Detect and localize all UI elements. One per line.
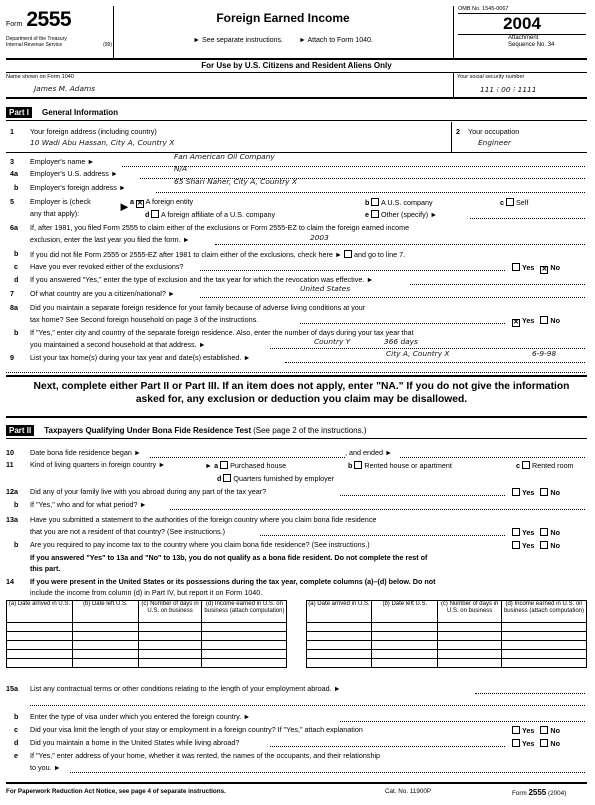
omb-number: OMB No. 1545-0067 bbox=[458, 6, 586, 14]
line6d-label: If you answered "Yes," enter the type of exclusion and the tax year for which the revocation was effective. ► bbox=[30, 275, 374, 284]
col-d-header: (d) Income earned in U.S. on business (attach computation) bbox=[202, 601, 287, 623]
line13a-label: Have you submitted a statement to the authorities of the foreign country where you claim bona fide residence bbox=[30, 515, 377, 524]
employer-name-field[interactable]: Fan American Oil Company bbox=[174, 152, 275, 161]
line10-label: Date bona fide residence began ► bbox=[30, 448, 142, 457]
check-mark-icon[interactable]: ✕ bbox=[513, 319, 519, 326]
line1-label: Your foreign address (including country) bbox=[30, 127, 157, 136]
col-d2-header: (d) Income earned in U.S. on business (attach computation) bbox=[501, 601, 586, 623]
irs-label: Internal Revenue Service bbox=[6, 41, 63, 48]
rented-house-option[interactable]: b Rented house or apartment bbox=[348, 461, 452, 470]
table-row[interactable] bbox=[7, 659, 587, 668]
table-row[interactable] bbox=[7, 650, 587, 659]
check-mark-icon[interactable]: ✕ bbox=[541, 266, 548, 273]
employer-us-company-option[interactable]: b A U.S. company bbox=[365, 198, 433, 207]
table-row[interactable] bbox=[7, 632, 587, 641]
second-residence-field[interactable]: Country Y bbox=[314, 337, 351, 346]
line15d-label: Did you maintain a home in the United States while living abroad? bbox=[30, 738, 240, 747]
line13a-yes-no[interactable]: Yes No bbox=[512, 528, 560, 537]
line8a-label: Did you maintain a separate foreign residence for your family because of adverse living conditions at your bbox=[30, 303, 366, 312]
part1-title: General Information bbox=[42, 108, 119, 117]
line15e-label-2: to you. ► bbox=[30, 763, 61, 772]
line7-label: Of what country are you a citizen/national? ► bbox=[30, 289, 175, 298]
employer-foreign-entity-option[interactable]: a ✕ A foreign entity bbox=[130, 197, 194, 207]
line13b-label: Are you required to pay income tax to the country where you claim bona fide residence? (See instructions.) bbox=[30, 540, 370, 549]
attachment-label: Attachment bbox=[508, 35, 539, 42]
line14-label: If you were present in the United States or its possessions during the tax year, complete columns (a)–(d) below. Do not bbox=[30, 577, 436, 586]
sequence-label: Sequence No. 34 bbox=[508, 42, 555, 49]
next-instructions-banner: Next, complete either Part II or Part III. If an item does not apply, enter "NA." If you do not give the information asked for, any exclusion or deduction you claim may be disallowed. bbox=[33, 381, 570, 405]
employer-other-option[interactable]: e Other (specify) ► bbox=[365, 210, 438, 219]
line6a-label-2: exclusion, enter the last year you filed the form. ► bbox=[30, 235, 190, 244]
line13-note: If you answered "Yes" to 13a and "No" to 13b, you do not qualify as a bona fide resident. Do not complete the rest of bbox=[30, 553, 428, 562]
line6b-row: If you did not file Form 2555 or 2555-EZ after 1981 to claim either of the exclusions, check here ► and go to line 7. bbox=[30, 250, 406, 259]
line8b-label: If "Yes," enter city and country of the separate foreign residence. Also, enter the number of days during your tax year that bbox=[30, 328, 414, 337]
ssn-part-3: 1111 bbox=[517, 85, 537, 94]
ssn-part-2: 00 bbox=[501, 85, 511, 94]
employer-self-option[interactable]: c Self bbox=[500, 198, 529, 207]
cat-number: Cat. No. 11900P bbox=[385, 788, 432, 795]
did-not-file-checkbox[interactable] bbox=[344, 250, 352, 258]
see-instructions: ► See separate instructions. bbox=[193, 36, 283, 44]
line8b-label-2: you maintained a second household at that address. ► bbox=[30, 340, 206, 349]
col-a2-header: (a) Date arrived in U.S. bbox=[306, 601, 372, 623]
line15b-label: Enter the type of visa under which you entered the foreign country. ► bbox=[30, 712, 251, 721]
employer-foreign-address-field[interactable]: 65 Shari Naher, City A, Country X bbox=[174, 177, 297, 186]
line13b-yes-no[interactable]: Yes No bbox=[512, 541, 560, 550]
line13a-label-2: that you are not a resident of that country? (See instructions.) bbox=[30, 527, 225, 536]
form-title-block bbox=[113, 12, 453, 45]
line15a-label: List any contractual terms or other conditions relating to the length of your employment abroad. ► bbox=[30, 684, 341, 693]
footer-form-id: Form 2555 (2004) bbox=[512, 788, 567, 797]
for-use-banner: For Use by U.S. Citizens and Resident Aliens Only bbox=[201, 61, 392, 70]
part2-label: Part II bbox=[6, 425, 34, 436]
form-page: Form 2555 Department of the Treasury Internal Revenue Service (99) Foreign Earned Income ► See separate instructions. ► Attach to Form 1040. OMB No. 1545-0067 2004 Attachment Sequence No. 34 For Use by U.S. Citizens and Resident Aliens Only Name shown on Form 1040 James M. Adams Your social security number 111 ⁝ 00 ⁝ 1111 Part I General Information 1 Your foreign address (including country) 10 Wadi Abu Hassan, City A, Country X 2 Your occupation Engineer 3 Employer's name ► Fan American Oil Company 4a Employer's U.S. address ► N/A b Employer's foreign address ► 65 Shari Naher, City A, Country X 5 Employer is (check any that apply): ► a ✕ A foreign entity b A U.S. company c Self d A foreign affiliate of a U.S. company e Other (specify) ► 6a If, after 1981, you filed Form 2555 to claim either of the exclusions or Form 2555-EZ to claim the foreign earned income exclusion, enter the last year you filed the form. ► 2003 b If you did not file Form 2555 or 2555-EZ after 1981 to claim either of the exclusions, check here ► and go to line 7. c Have you ever revoked either of the exclusions? Yes ✕ No d If you answered "Yes," enter the type of exclusion and the tax year for which the revocation was effective. ► 7 Of what country are you a citizen/national? ► United States 8a Did you maintain a separate foreign residence for your family because of adverse living conditions at your tax home? See Second foreign household on page 3 of the instructions. ✕ Yes No b If "Yes," enter city and country of the separate foreign residence. Also, enter the number of days during your tax year that you maintained a second household at that address. ► Country Y 366 days 9 List your tax home(s) during your tax year and date(s) established. ► City A, Country X 6-9-98 Next, complete either Part II or Part III. If an item does not apply, enter "NA." If you do not give the information asked for, any exclusion or deduction you claim may be disallowed. Part II Taxpayers Qualifying Under Bona Fide Residence Test (See page 2 of the instructions.) 10 Date bona fide residence began ► , and ended ► 11 Kind of living quarters in foreign country ► ► a Purchased house b Rented house or apartment c Rented room d Quarters furnished by employer 12a Did any of your family live with you abroad during any part of the tax year? Yes No b If "Yes," who and for what period? ► 13a Have you submitted a statement to the authorities of the foreign country where you claim bona fide residence that you are not a resident of that country? (See instructions.) Yes No b Are you required to pay income tax to the country where you claim bona fide residence? (See instructions.) Yes No If you answered "Yes" to 13a and "No" to 13b, you do not qualify as a bona fide resident. Do not complete the rest of this part. 14 If you were present in the United States or its possessions during the tax year, complete columns (a)–(d) below. Do not include the income from column (d) in Part IV, but report it on Form 1040. (a) Date arrived in U.S. (b) Date left U.S. (c) Number of days in U.S. on business (d) Income earned in U.S. on business (attach computation) (a) Date arrived in U.S. (b) Date left U.S. (c) Number of days in U.S. on business (d) Income earned in U.S. on business (attach computation) 15a List any contractual terms or other conditions relating to the length of your employment abroad. ► b Enter the type of visa under which you entered the foreign country. ► c Did your visa limit the length of your stay or employment in a foreign country? If "Yes," attach explanation Yes No d Did you maintain a home in the United States while living abroad? Yes No e If "Yes," enter address of your home, whether it was rented, the names of the occupants, and their relationship to you. ► For Paperwork Reduction Act Notice, see page 4 of separate instructions. Cat. No. 11900P Form 2555 (2004) bbox=[0, 0, 595, 805]
tax-home-date-field[interactable]: 6-9-98 bbox=[532, 349, 557, 358]
paperwork-notice: For Paperwork Reduction Act Notice, see page 4 of separate instructions. bbox=[6, 788, 226, 795]
col-c-header: (c) Number of days in U.S. on business bbox=[138, 601, 202, 623]
line13-note-2: this part. bbox=[30, 564, 61, 573]
line4a-label: Employer's U.S. address ► bbox=[30, 169, 118, 178]
table-row[interactable] bbox=[7, 641, 587, 650]
purchased-house-option[interactable]: ► a Purchased house bbox=[205, 461, 287, 470]
line12a-yes-no[interactable]: Yes No bbox=[512, 488, 560, 497]
name-field[interactable]: James M. Adams bbox=[34, 84, 96, 93]
line4b-label: Employer's foreign address ► bbox=[30, 183, 126, 192]
line6a-label: If, after 1981, you filed Form 2555 to claim either of the exclusions or Form 2555-EZ to claim the foreign earned income bbox=[30, 223, 410, 232]
line10-ended-label: , and ended ► bbox=[345, 448, 393, 457]
line12b-label: If "Yes," who and for what period? ► bbox=[30, 500, 147, 509]
line12a-label: Did any of your family live with you abroad during any part of the tax year? bbox=[30, 487, 267, 496]
tax-year: 2004 bbox=[458, 14, 586, 35]
line3-label: Employer's name ► bbox=[30, 157, 95, 166]
part2-header bbox=[6, 425, 587, 436]
ssn-part-1: 111 bbox=[480, 85, 495, 94]
line6c-label: Have you ever revoked either of the exclusions? bbox=[30, 262, 184, 271]
part1-label: Part I bbox=[6, 107, 32, 118]
check-mark-icon[interactable]: ✕ bbox=[137, 200, 143, 207]
form-label: Form bbox=[6, 21, 23, 28]
occupation-field[interactable]: Engineer bbox=[478, 138, 511, 147]
citizenship-field[interactable]: United States bbox=[300, 284, 351, 293]
line2-label: Your occupation bbox=[468, 127, 520, 136]
part2-title-note: (See page 2 of the instructions.) bbox=[253, 426, 367, 435]
seq-code: (99) bbox=[103, 41, 112, 48]
quarters-furnished-option[interactable]: d Quarters furnished by employer bbox=[217, 474, 335, 483]
line11-label: Kind of living quarters in foreign country ► bbox=[30, 460, 166, 469]
second-household-days-field[interactable]: 366 days bbox=[384, 337, 418, 346]
line9-label: List your tax home(s) during your tax year and date(s) established. ► bbox=[30, 353, 251, 362]
tax-home-field[interactable]: City A, Country X bbox=[386, 349, 450, 358]
ssn-field[interactable]: 111 ⁝ 00 ⁝ 1111 bbox=[480, 85, 537, 94]
last-year-filed-field[interactable]: 2003 bbox=[310, 233, 329, 242]
line15e-label: If "Yes," enter address of your home, whether it was rented, the names of the occupants, and their relationship bbox=[30, 751, 381, 760]
col-b2-header: (b) Date left U.S. bbox=[372, 601, 438, 623]
part2-title: Taxpayers Qualifying Under Bona Fide Residence Test bbox=[44, 426, 252, 435]
form-number: 2555 bbox=[26, 8, 72, 31]
ssn-label: Your social security number bbox=[457, 74, 525, 80]
form-title: Foreign Earned Income bbox=[216, 11, 350, 25]
line5-label-2: any that apply): bbox=[30, 209, 80, 218]
dept-label: Department of the Treasury bbox=[6, 36, 67, 43]
line15c-label: Did your visa limit the length of your stay or employment in a foreign country? If "Yes," attach explanation bbox=[30, 725, 363, 734]
foreign-address-field[interactable]: 10 Wadi Abu Hassan, City A, Country X bbox=[30, 138, 175, 147]
employer-us-address-field[interactable]: N/A bbox=[174, 164, 188, 173]
employer-foreign-affiliate-option[interactable]: d A foreign affiliate of a U.S. company bbox=[145, 210, 276, 219]
line8a-yes-no[interactable]: ✕ Yes No bbox=[513, 316, 560, 326]
part1-header bbox=[6, 107, 587, 118]
line15c-yes-no[interactable]: Yes No bbox=[512, 726, 560, 735]
form-id-block bbox=[6, 8, 112, 49]
name-label: Name shown on Form 1040 bbox=[6, 74, 74, 80]
table-row[interactable] bbox=[7, 623, 587, 632]
line8a-label-2: tax home? See Second foreign household on page 3 of the instructions. bbox=[30, 315, 259, 324]
brace-arrow-icon: ► bbox=[118, 199, 131, 214]
col-a-header: (a) Date arrived in U.S. bbox=[7, 601, 73, 623]
omb-block bbox=[458, 6, 586, 49]
presence-table-grid bbox=[6, 600, 587, 668]
line6c-yes-no[interactable]: Yes ✕ No bbox=[512, 263, 560, 274]
line14-label-2: include the income from column (d) in Part IV, but report it on Form 1040. bbox=[30, 588, 263, 597]
col-b-header: (b) Date left U.S. bbox=[72, 601, 138, 623]
line15d-yes-no[interactable]: Yes No bbox=[512, 739, 560, 748]
col-c2-header: (c) Number of days in U.S. on business bbox=[438, 601, 502, 623]
line5-label: Employer is (check bbox=[30, 197, 91, 206]
attach-instruction: ► Attach to Form 1040. bbox=[298, 36, 373, 44]
rented-room-option[interactable]: c Rented room bbox=[516, 461, 574, 470]
presence-table bbox=[6, 600, 587, 676]
